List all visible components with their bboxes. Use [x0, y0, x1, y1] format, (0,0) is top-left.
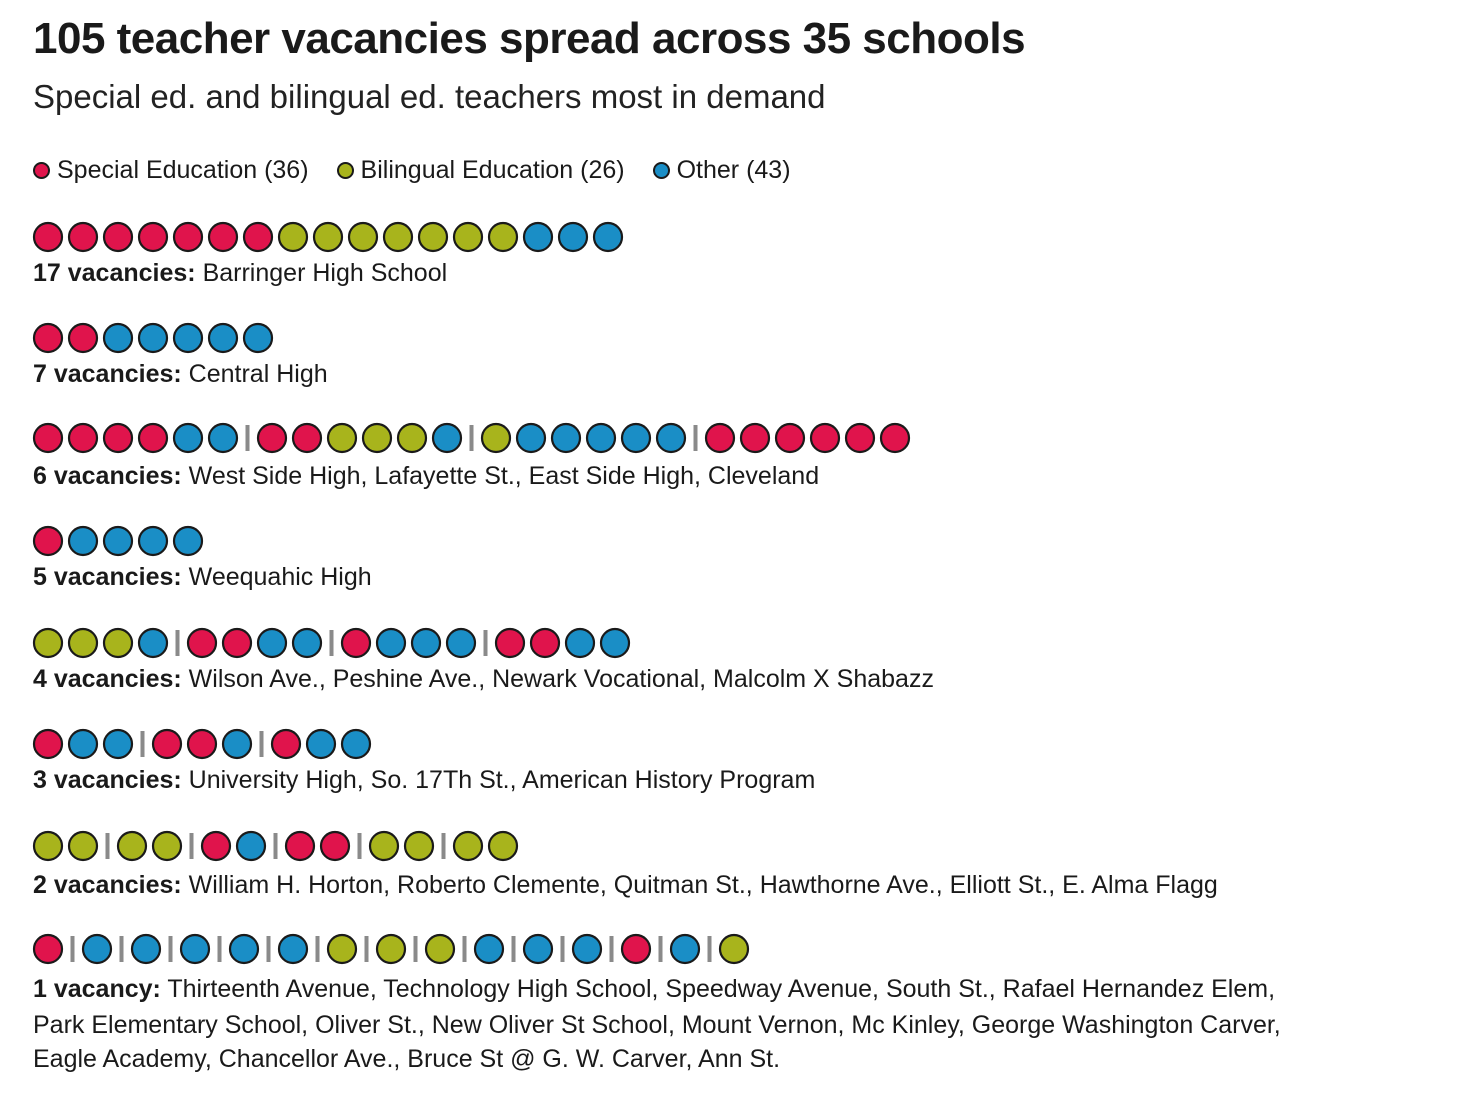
vacancy-dot-other — [622, 424, 650, 452]
vacancy-dot-bilingual — [314, 223, 342, 251]
vacancy-dot-special — [776, 424, 804, 452]
row-schools-1-line3: Eagle Academy, Chancellor Ave., Bruce St @ G. W. Carver, Ann St. — [33, 1045, 781, 1073]
vacancy-dot-special — [104, 424, 132, 452]
vacancy-dot-other — [279, 935, 307, 963]
school-separator — [659, 936, 663, 962]
row-schools-1-line2: Park Elementary School, Oliver St., New Oliver St School, Mount Vernon, Mc Kinley, George Washington Carver, — [33, 1011, 1281, 1039]
vacancy-dot-other — [594, 223, 622, 251]
vacancy-dot-special — [223, 629, 251, 657]
vacancy-dot-bilingual — [363, 424, 391, 452]
vacancy-dot-other — [174, 324, 202, 352]
row-count-2: 2 vacancies: — [33, 871, 182, 899]
vacancy-dot-other — [433, 424, 461, 452]
vacancy-dot-special — [34, 730, 62, 758]
vacancy-dot-bilingual — [370, 832, 398, 860]
school-separator — [414, 936, 418, 962]
vacancy-dot-bilingual — [398, 424, 426, 452]
row-schools-7: Central High — [188, 360, 328, 388]
school-separator — [190, 833, 194, 859]
vacancy-dot-other — [209, 424, 237, 452]
vacancy-dot-special — [188, 629, 216, 657]
vacancy-dot-bilingual — [279, 223, 307, 251]
vacancy-dot-other — [104, 730, 132, 758]
vacancy-dot-other — [447, 629, 475, 657]
row-count-1: 1 vacancy: — [33, 975, 161, 1003]
vacancy-dot-other — [475, 935, 503, 963]
school-separator — [330, 630, 334, 656]
row-schools-17: Barringer High School — [202, 259, 448, 287]
vacancy-dot-other — [293, 629, 321, 657]
vacancy-dot-bilingual — [328, 424, 356, 452]
row-label-6 — [33, 459, 819, 494]
chart-subtitle: Special ed. and bilingual ed. teachers most in demand — [33, 78, 826, 115]
vacancy-dot-other — [524, 935, 552, 963]
row-schools-5: Weequahic High — [188, 563, 372, 591]
vacancy-dot-other — [139, 629, 167, 657]
vacancy-dot-special — [531, 629, 559, 657]
vacancy-dot-special — [272, 730, 300, 758]
vacancy-dot-bilingual — [405, 832, 433, 860]
vacancy-dot-special — [34, 935, 62, 963]
vacancy-dot-special — [69, 424, 97, 452]
vacancy-dot-bilingual — [489, 832, 517, 860]
school-separator — [316, 936, 320, 962]
school-separator — [694, 425, 698, 451]
vacancy-dot-special — [321, 832, 349, 860]
legend-label-other: Other (43) — [676, 155, 791, 184]
vacancy-dot-bilingual — [482, 424, 510, 452]
school-separator — [169, 936, 173, 962]
vacancy-dot-other — [223, 730, 251, 758]
school-separator — [176, 630, 180, 656]
vacancy-dot-other — [132, 935, 160, 963]
vacancy-dot-other — [244, 324, 272, 352]
vacancy-dot-other — [139, 527, 167, 555]
school-separator — [561, 936, 565, 962]
vacancy-dot-other — [104, 527, 132, 555]
school-separator — [708, 936, 712, 962]
vacancy-dot-special — [34, 324, 62, 352]
vacancy-dot-special — [34, 527, 62, 555]
vacancy-dot-other — [552, 424, 580, 452]
vacancy-dot-other — [671, 935, 699, 963]
vacancy-dot-other — [559, 223, 587, 251]
vacancy-dot-bilingual — [454, 832, 482, 860]
school-separator — [610, 936, 614, 962]
vacancy-dot-bilingual — [153, 832, 181, 860]
school-separator — [120, 936, 124, 962]
vacancy-dot-bilingual — [34, 629, 62, 657]
vacancy-dot-special — [139, 424, 167, 452]
school-separator — [470, 425, 474, 451]
vacancy-dot-other — [566, 629, 594, 657]
vacancy-dot-special — [846, 424, 874, 452]
row-label-2 — [33, 868, 1218, 903]
row-label-1 — [33, 972, 1275, 1007]
vacancy-dot-bilingual — [377, 935, 405, 963]
school-separator — [442, 833, 446, 859]
vacancy-dot-other — [524, 223, 552, 251]
vacancy-dot-other — [587, 424, 615, 452]
vacancy-dot-other — [601, 629, 629, 657]
school-separator — [358, 833, 362, 859]
vacancy-dot-other — [230, 935, 258, 963]
vacancy-dot-special — [244, 223, 272, 251]
vacancy-dot-other — [377, 629, 405, 657]
legend-label-bilingual: Bilingual Education (26) — [360, 155, 625, 184]
vacancy-dot-bilingual — [349, 223, 377, 251]
school-separator — [512, 936, 516, 962]
vacancy-dot-other — [412, 629, 440, 657]
school-separator — [218, 936, 222, 962]
vacancy-dot-other — [237, 832, 265, 860]
row-label-1-line3 — [33, 1042, 780, 1077]
vacancy-dot-special — [881, 424, 909, 452]
vacancy-dot-other — [573, 935, 601, 963]
vacancy-dot-special — [202, 832, 230, 860]
vacancy-dot-special — [69, 223, 97, 251]
row-label-5 — [33, 560, 372, 595]
vacancy-dot-bilingual — [384, 223, 412, 251]
row-schools-4: Wilson Ave., Peshine Ave., Newark Vocational, Malcolm X Shabazz — [188, 665, 934, 693]
vacancy-dot-other — [69, 527, 97, 555]
vacancy-dot-other — [657, 424, 685, 452]
school-separator — [246, 425, 250, 451]
vacancy-dot-bilingual — [426, 935, 454, 963]
row-label-7 — [33, 357, 328, 392]
school-separator — [260, 731, 264, 757]
vacancy-dot-special — [209, 223, 237, 251]
vacancy-dot-special — [622, 935, 650, 963]
vacancy-dot-bilingual — [720, 935, 748, 963]
vacancy-dot-special — [706, 424, 734, 452]
row-label-17 — [33, 256, 447, 291]
legend-label-special: Special Education (36) — [57, 155, 309, 184]
vacancy-dot-bilingual — [69, 629, 97, 657]
vacancy-dot-bilingual — [489, 223, 517, 251]
vacancy-dot-other — [209, 324, 237, 352]
vacancy-dot-special — [34, 424, 62, 452]
row-count-5: 5 vacancies: — [33, 563, 182, 591]
vacancy-dot-special — [258, 424, 286, 452]
vacancy-dot-special — [174, 223, 202, 251]
vacancy-dot-other — [104, 324, 132, 352]
row-schools-6: West Side High, Lafayette St., East Side High, Cleveland — [188, 462, 820, 490]
school-separator — [141, 731, 145, 757]
vacancy-dot-other — [258, 629, 286, 657]
row-label-1-line2 — [33, 1008, 1281, 1043]
vacancy-dot-other — [342, 730, 370, 758]
vacancy-dot-bilingual — [69, 832, 97, 860]
vacancy-dot-other — [139, 324, 167, 352]
vacancy-dot-special — [496, 629, 524, 657]
vacancy-dot-special — [69, 324, 97, 352]
vacancy-dot-special — [34, 223, 62, 251]
school-separator — [484, 630, 488, 656]
vacancy-dot-special — [811, 424, 839, 452]
school-separator — [106, 833, 110, 859]
school-separator — [71, 936, 75, 962]
vacancy-dot-other — [517, 424, 545, 452]
vacancy-dot-special — [188, 730, 216, 758]
row-schools-3: University High, So. 17Th St., American History Program — [188, 766, 816, 794]
row-label-4 — [33, 662, 934, 697]
vacancy-dot-other — [83, 935, 111, 963]
row-count-3: 3 vacancies: — [33, 766, 182, 794]
chart-title: 105 teacher vacancies spread across 35 schools — [33, 14, 1026, 63]
vacancy-dot-other — [181, 935, 209, 963]
row-schools-2: William H. Horton, Roberto Clemente, Quitman St., Hawthorne Ave., Elliott St., E. Alma Flagg — [188, 871, 1218, 899]
vacancy-dot-other — [307, 730, 335, 758]
row-count-4: 4 vacancies: — [33, 665, 182, 693]
row-label-3 — [33, 763, 815, 798]
vacancy-dot-bilingual — [34, 832, 62, 860]
vacancy-dot-special — [153, 730, 181, 758]
school-separator — [274, 833, 278, 859]
vacancy-dot-other — [174, 424, 202, 452]
vacancy-dot-special — [741, 424, 769, 452]
vacancy-dot-bilingual — [454, 223, 482, 251]
row-count-7: 7 vacancies: — [33, 360, 182, 388]
vacancy-dot-special — [286, 832, 314, 860]
vacancy-dot-special — [293, 424, 321, 452]
vacancy-dot-special — [139, 223, 167, 251]
vacancy-dot-bilingual — [104, 629, 132, 657]
vacancy-dot-special — [342, 629, 370, 657]
vacancy-dot-special — [104, 223, 132, 251]
row-count-6: 6 vacancies: — [33, 462, 182, 490]
vacancy-dot-bilingual — [328, 935, 356, 963]
row-schools-1-line1: Thirteenth Avenue, Technology High School, Speedway Avenue, South St., Rafael Hernandez Elem, — [167, 975, 1276, 1003]
vacancy-dot-bilingual — [118, 832, 146, 860]
vacancy-dot-bilingual — [419, 223, 447, 251]
school-separator — [365, 936, 369, 962]
school-separator — [267, 936, 271, 962]
row-count-17: 17 vacancies: — [33, 259, 196, 287]
vacancy-dot-other — [174, 527, 202, 555]
vacancy-dot-other — [69, 730, 97, 758]
school-separator — [463, 936, 467, 962]
